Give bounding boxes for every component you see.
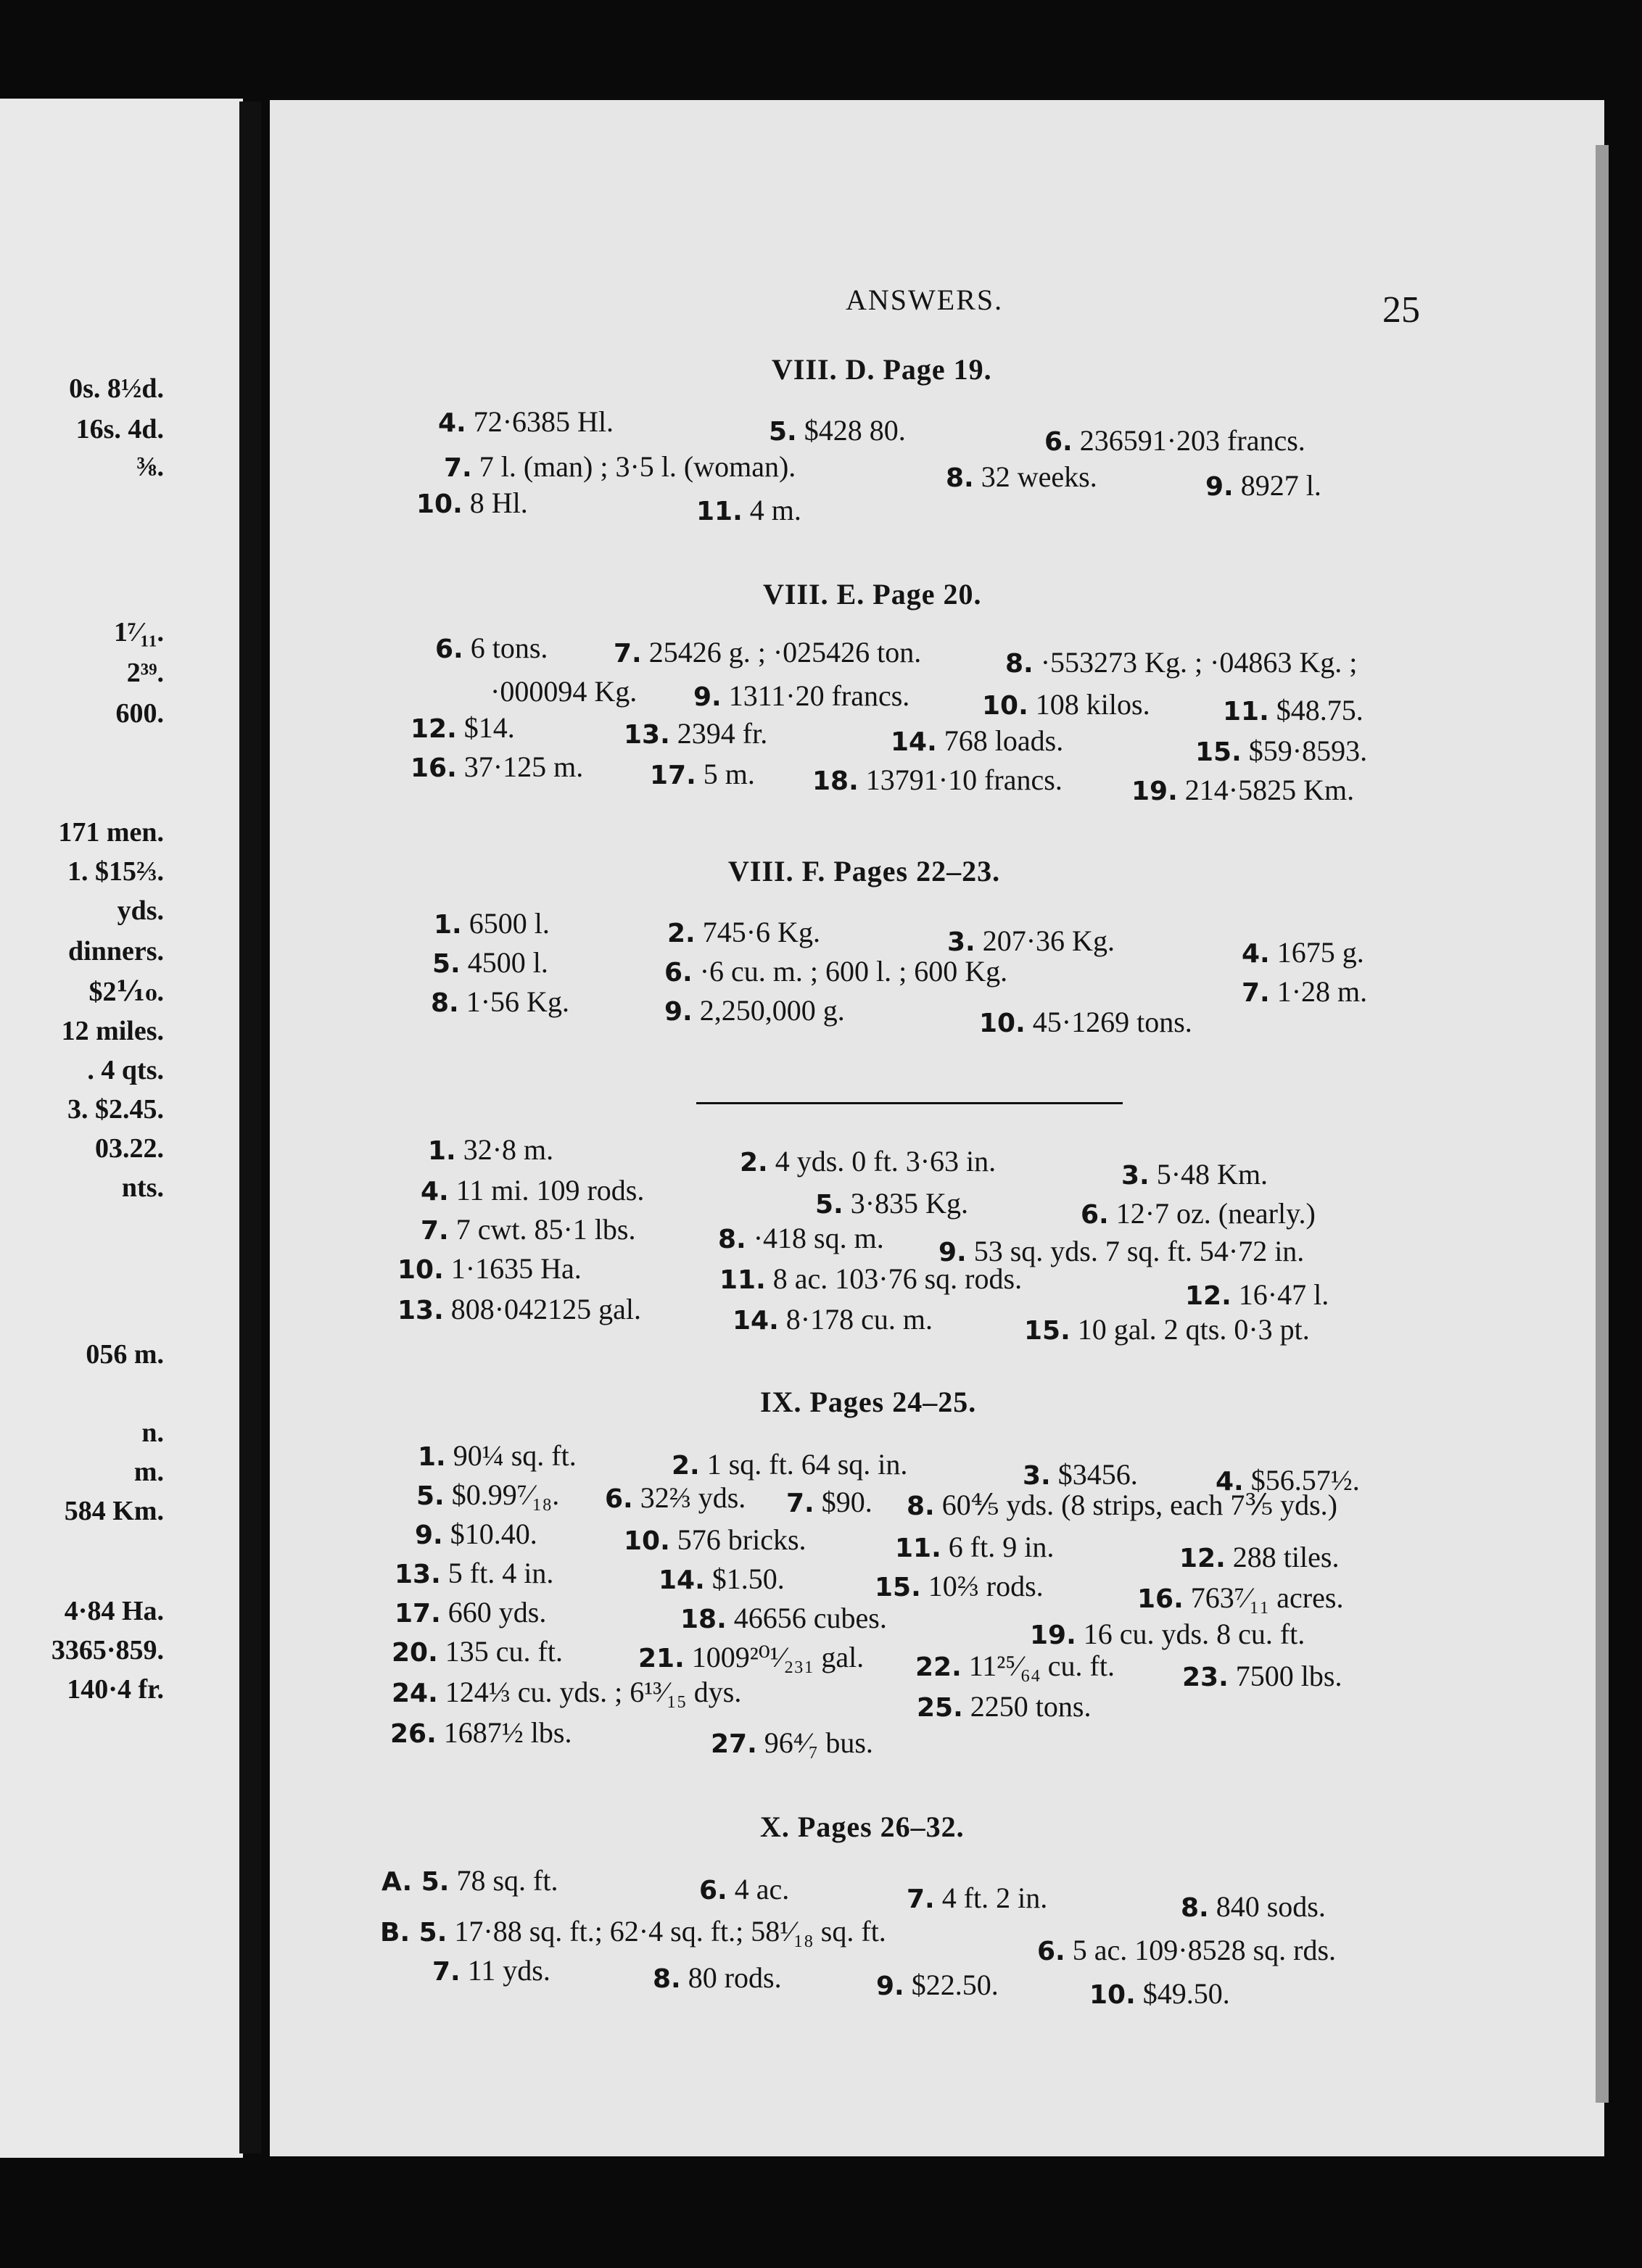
answer-number: 15. [1195, 737, 1242, 767]
left-fragment: 03.22. [95, 1133, 164, 1164]
answer-number: 12. [1185, 1281, 1232, 1311]
answer-number: 17. [395, 1599, 441, 1628]
answer-item [719, 1262, 1022, 1296]
answer-text: 1·28 m. [1276, 975, 1368, 1008]
answer-number: 2. [672, 1451, 700, 1481]
answer-number: 9. [664, 997, 693, 1027]
answer-text: 4 ac. [734, 1873, 790, 1905]
answer-number: 8. [431, 988, 459, 1018]
answer-text: 2,250,000 g. [699, 994, 845, 1027]
answer-text: 1311·20 francs. [728, 679, 910, 712]
answer-item [733, 1302, 933, 1336]
answer-number: 6. [664, 958, 693, 988]
answer-number: 10. [624, 1526, 670, 1556]
answer-item [428, 1133, 553, 1167]
answer-item [410, 711, 515, 745]
answer-number: 23. [1182, 1663, 1229, 1692]
answer-item [1242, 974, 1367, 1009]
answer-number: 7. [1242, 978, 1270, 1008]
answer-number: 20. [392, 1638, 438, 1668]
answer-text: 17·88 sq. ft.; 62·4 sq. ft.; 58¹⁄₁₈ sq. ft. [454, 1915, 886, 1948]
answer-number: 4. [1242, 939, 1270, 969]
left-fragment: 584 Km. [64, 1496, 164, 1526]
running-title: ANSWERS. [846, 284, 1004, 316]
answer-text: 80 rods. [688, 1961, 782, 1994]
answer-item [410, 750, 583, 784]
left-fragment: 12 miles. [61, 1016, 164, 1046]
answer-number: 7. [786, 1489, 814, 1518]
left-fragment: 16s. 4d. [75, 414, 164, 444]
answer-number: 9. [1205, 472, 1234, 502]
answer-item [1131, 773, 1354, 807]
answer-item [444, 450, 796, 484]
left-fragment: ⅜. [136, 452, 164, 482]
answer-item [432, 1953, 550, 1987]
answer-item [624, 716, 767, 750]
answer-number: 10. [979, 1009, 1026, 1038]
answer-number: 18. [812, 766, 859, 796]
answer-number: 1. [428, 1136, 456, 1166]
answer-number: 8. [653, 1964, 681, 1994]
answer-number: 13. [624, 720, 670, 750]
answer-text: 10⅔ rods. [928, 1570, 1044, 1602]
answer-text: 745·6 Kg. [702, 916, 820, 948]
answer-text: 7500 lbs. [1235, 1660, 1342, 1692]
section-heading: VIII. F. Pages 22–23. [728, 855, 1001, 887]
answer-item [1242, 935, 1364, 969]
answer-text: 207·36 Kg. [982, 924, 1115, 957]
answer-item [1121, 1157, 1268, 1191]
answer-number: 17. [650, 761, 696, 790]
answer-text: ·000094 Kg. [490, 675, 638, 708]
answer-text: 1 sq. ft. 64 sq. in. [706, 1448, 908, 1481]
answer-text: 72·6385 Hl. [473, 405, 614, 438]
answer-item [624, 1523, 806, 1557]
answer-item [812, 763, 1063, 797]
answer-item [1223, 693, 1363, 727]
answer-item [659, 1562, 785, 1596]
section-divider [696, 1102, 1123, 1104]
answer-item [395, 1595, 546, 1629]
answer-text: 37·125 m. [463, 750, 584, 783]
answer-text: 78 sq. ft. [456, 1864, 558, 1897]
answer-text: $14. [463, 711, 515, 744]
answer-item [815, 1186, 968, 1220]
answer-text: 13791·10 francs. [865, 763, 1063, 796]
answer-item [672, 1447, 907, 1481]
answer-text: 214·5825 Km. [1184, 774, 1355, 806]
answer-text: 11 yds. [467, 1954, 550, 1987]
left-fragment: 0s. 8½d. [69, 373, 164, 404]
answer-number: 7. [432, 1957, 461, 1987]
answer-number: 6. [1081, 1200, 1109, 1230]
answer-text: 11²⁵⁄₆₄ cu. ft. [968, 1650, 1115, 1682]
answer-number: 10. [397, 1255, 444, 1285]
page-number: 25 [1382, 289, 1420, 331]
answer-text: 840 sods. [1216, 1890, 1326, 1923]
answer-number: 8. [1181, 1893, 1209, 1923]
answer-item [1185, 1278, 1329, 1312]
answer-item [979, 1005, 1192, 1039]
answer-number: 1. [418, 1442, 446, 1472]
answer-number: 5. [815, 1190, 843, 1220]
answer-number: 6. [605, 1484, 633, 1514]
answer-number: 8. [1005, 649, 1034, 679]
answer-number: 8. [907, 1491, 935, 1521]
left-fragment: m. [133, 1457, 164, 1487]
left-fragment: 1. $15⅔. [67, 856, 164, 887]
answer-number: 12. [410, 714, 457, 744]
answer-number: 25. [917, 1693, 963, 1723]
answer-text: 45·1269 tons. [1032, 1006, 1192, 1038]
answer-text: 25426 g. ; ·025426 ton. [648, 636, 922, 669]
answer-number: 9. [876, 1971, 904, 2001]
answer-text: $428 80. [804, 414, 906, 447]
answer-number: 15. [875, 1573, 921, 1602]
answer-text: 90¼ sq. ft. [453, 1439, 577, 1472]
answer-text: 4500 l. [467, 946, 548, 979]
answer-text: 16·47 l. [1238, 1278, 1329, 1311]
answer-number: 4. [421, 1177, 449, 1207]
answer-number: 7. [421, 1216, 449, 1246]
answer-item [786, 1485, 872, 1519]
book-gutter [239, 102, 261, 2153]
answer-text: 6 ft. 9 in. [948, 1531, 1055, 1563]
answer-item [416, 486, 528, 520]
answer-text: 16 cu. yds. 8 cu. ft. [1083, 1618, 1305, 1650]
answer-item [947, 924, 1115, 958]
answer-text: $49.50. [1142, 1977, 1230, 2010]
answer-text: $59·8593. [1248, 734, 1368, 767]
answer-item [415, 1517, 537, 1551]
answer-number: 14. [891, 727, 937, 757]
answer-number: 10. [1089, 1980, 1136, 2010]
answer-number: 18. [680, 1605, 727, 1634]
answer-item [1205, 468, 1321, 502]
left-fragment: dinners. [68, 936, 164, 967]
answer-number: 13. [397, 1296, 444, 1325]
answer-text: 6 tons. [470, 632, 548, 664]
answer-item [381, 1863, 558, 1897]
answer-text: 108 kilos. [1035, 688, 1150, 721]
answer-item [876, 1968, 999, 2002]
answer-item [390, 1716, 572, 1750]
answer-item [1037, 1933, 1336, 1967]
answer-text: 46656 cubes. [733, 1602, 887, 1634]
left-fragment: 4·84 Ha. [64, 1596, 164, 1626]
answer-item [680, 1601, 887, 1635]
answer-text: 763⁷⁄₁₁ acres. [1190, 1581, 1344, 1614]
answer-text: $22.50. [911, 1969, 999, 2001]
answer-item [614, 635, 921, 669]
answer-item [1030, 1617, 1305, 1651]
answer-item [416, 1478, 559, 1512]
answer-text: 2250 tons. [970, 1690, 1092, 1723]
answer-number: A. 5. [381, 1867, 450, 1897]
answer-text: 288 tiles. [1232, 1541, 1340, 1573]
answer-number: 27. [711, 1729, 757, 1759]
section-heading: X. Pages 26–32. [760, 1810, 965, 1843]
answer-item [740, 1144, 996, 1178]
answer-item [718, 1221, 884, 1255]
section-heading: IX. Pages 24–25. [760, 1386, 977, 1418]
answer-item [917, 1689, 1091, 1723]
answer-text: 6500 l. [469, 907, 550, 940]
answer-number: 6. [1037, 1937, 1065, 1966]
answer-text: 1·56 Kg. [466, 985, 569, 1018]
left-fragment: 3365·859. [51, 1635, 164, 1665]
answer-number: 3. [1023, 1461, 1051, 1491]
answer-number: 11. [696, 497, 743, 526]
answer-text: 3·835 Kg. [850, 1187, 968, 1220]
answer-item [392, 1634, 563, 1668]
answer-item [907, 1881, 1047, 1915]
answer-item [605, 1481, 746, 1515]
answer-item [907, 1488, 1337, 1522]
answer-text: 660 yds. [447, 1596, 547, 1628]
answer-item [653, 1961, 782, 1995]
answer-text: ·418 sq. m. [753, 1222, 884, 1254]
answer-number: 15. [1024, 1316, 1070, 1346]
answer-item [638, 1640, 864, 1674]
answer-text: 32⅔ yds. [640, 1481, 746, 1514]
answer-number: 2. [740, 1148, 768, 1178]
answer-text: 96⁴⁄₇ bus. [764, 1726, 873, 1759]
answer-text: ·553273 Kg. ; ·04863 Kg. ; [1040, 646, 1358, 679]
answer-text: 11 mi. 109 rods. [455, 1174, 645, 1207]
answer-text: 8 Hl. [469, 487, 528, 519]
answer-text: 7 cwt. 85·1 lbs. [455, 1213, 636, 1246]
answer-item [875, 1569, 1044, 1603]
answer-item [421, 1212, 636, 1246]
left-fragment: 600. [115, 698, 164, 729]
answer-text: 1687½ lbs. [443, 1716, 572, 1749]
answer-number: 11. [895, 1534, 941, 1563]
answer-text: 32 weeks. [981, 460, 1097, 493]
answer-text: 576 bricks. [677, 1523, 806, 1556]
answer-number: 11. [719, 1265, 766, 1295]
answer-number: 5. [416, 1481, 445, 1511]
answer-text: 8·178 cu. m. [785, 1303, 933, 1336]
answer-number: 6. [1044, 427, 1073, 457]
answer-item [699, 1872, 789, 1906]
answer-text: 5·48 Km. [1156, 1158, 1268, 1191]
section-heading: VIII. E. Page 20. [763, 578, 982, 611]
answer-text: $3456. [1057, 1458, 1138, 1491]
answer-item [1181, 1890, 1326, 1924]
answer-text: 236591·203 francs. [1079, 424, 1305, 457]
answer-number: 4. [1216, 1467, 1244, 1497]
answer-text: 8927 l. [1240, 469, 1321, 502]
left-fragment: . 4 qts. [87, 1055, 164, 1085]
answer-text: 1·1635 Ha. [450, 1252, 582, 1285]
answer-item [1179, 1540, 1339, 1574]
answer-number: 1. [434, 910, 462, 940]
answer-number: 19. [1131, 777, 1178, 806]
answer-item [418, 1439, 577, 1473]
answer-item [1182, 1659, 1342, 1693]
answer-number: 6. [699, 1876, 727, 1905]
answer-item [915, 1649, 1115, 1683]
answer-item [431, 985, 569, 1019]
answer-item [895, 1530, 1054, 1564]
answer-number: 19. [1030, 1621, 1076, 1650]
answer-text: 4 m. [749, 494, 801, 526]
answer-text: 53 sq. yds. 7 sq. ft. 54·72 in. [973, 1235, 1305, 1267]
answer-item [392, 1675, 741, 1709]
answer-text: 7 l. (man) ; 3·5 l. (woman). [479, 450, 796, 483]
answer-number: 9. [415, 1520, 443, 1550]
answer-item [421, 1173, 644, 1207]
answer-item [664, 954, 1007, 988]
answer-number: 10. [416, 489, 463, 519]
answer-number: 14. [659, 1565, 705, 1595]
answer-text: 1675 g. [1276, 936, 1364, 969]
answer-number: 10. [982, 691, 1028, 721]
left-fragment: 171 men. [58, 817, 164, 848]
answer-text: $90. [821, 1486, 872, 1518]
section-heading: VIII. D. Page 19. [772, 353, 992, 386]
answer-number: 6. [435, 634, 463, 664]
answer-text: 32·8 m. [463, 1133, 554, 1166]
left-fragment: yds. [117, 895, 164, 926]
answer-item [438, 405, 614, 439]
answer-number: 16. [410, 753, 457, 783]
answer-number: 4. [438, 408, 466, 438]
answer-number: B. 5. [380, 1918, 447, 1948]
answer-text: 8 ac. 103·76 sq. rods. [772, 1262, 1023, 1295]
left-fragment: 056 m. [86, 1339, 164, 1370]
answer-item [664, 993, 845, 1027]
answer-item [891, 724, 1063, 758]
left-fragment: n. [141, 1418, 164, 1448]
answer-text: 768 loads. [944, 724, 1064, 757]
answer-text: $1.50. [711, 1563, 785, 1595]
answer-text: $56.57½. [1250, 1464, 1360, 1497]
answer-text: 5 m. [703, 758, 755, 790]
answer-number: 21. [638, 1644, 685, 1673]
left-fragment: 140·4 fr. [67, 1674, 164, 1705]
answer-number: 11. [1223, 697, 1269, 727]
answer-item [1024, 1312, 1310, 1346]
answer-item [1044, 423, 1305, 458]
answer-text: 4 yds. 0 ft. 3·63 in. [775, 1145, 997, 1178]
left-fragment: $2⅒. [88, 977, 164, 1007]
answer-number: 12. [1179, 1544, 1226, 1573]
answer-text: 10 gal. 2 qts. 0·3 pt. [1077, 1313, 1310, 1346]
answer-item [490, 674, 637, 708]
answer-text: 60⅘ yds. (8 strips, each 7⅗ yds.) [941, 1489, 1337, 1521]
answer-item [650, 757, 755, 791]
answer-number: 7. [614, 639, 642, 669]
answer-number: 5. [432, 949, 461, 979]
left-fragment: 2³⁹. [126, 658, 164, 688]
answer-text: 5 ac. 109·8528 sq. rds. [1072, 1934, 1337, 1966]
answer-item [432, 945, 548, 980]
page-edge [1596, 145, 1609, 2103]
left-fragment: nts. [121, 1172, 164, 1203]
answer-item [693, 679, 909, 713]
answer-item [946, 460, 1097, 494]
answer-number: 7. [907, 1884, 935, 1914]
answer-number: 7. [444, 453, 472, 483]
answer-text: $10.40. [450, 1518, 537, 1550]
answer-text: 808·042125 gal. [450, 1293, 641, 1325]
answer-number: 3. [1121, 1161, 1150, 1191]
answer-number: 9. [938, 1238, 967, 1267]
answer-item [435, 631, 548, 665]
answer-item [1005, 645, 1357, 679]
answer-text: 124⅓ cu. yds. ; 6¹³⁄₁₅ dys. [445, 1676, 742, 1708]
answer-number: 9. [693, 682, 722, 712]
answer-number: 13. [395, 1560, 441, 1589]
answer-item [1023, 1457, 1138, 1491]
answer-item [1089, 1977, 1230, 2011]
answer-text: ·6 cu. m. ; 600 l. ; 600 Kg. [699, 955, 1008, 988]
answer-item [711, 1726, 873, 1760]
left-page [0, 99, 243, 2158]
answer-text: 1009²⁰¹⁄₂₃₁ gal. [691, 1641, 865, 1673]
answer-number: 5. [769, 417, 797, 447]
answer-item [395, 1556, 553, 1590]
answer-text: 5 ft. 4 in. [447, 1557, 554, 1589]
left-fragment: 3. $2.45. [67, 1094, 164, 1125]
answer-number: 26. [390, 1719, 437, 1749]
answer-text: 135 cu. ft. [445, 1635, 563, 1668]
answer-number: 8. [946, 463, 974, 493]
answer-item [1195, 734, 1367, 768]
answer-item [696, 493, 801, 527]
answer-text: 12·7 oz. (nearly.) [1115, 1197, 1316, 1230]
answer-number: 24. [392, 1679, 438, 1708]
answer-item [667, 915, 820, 949]
answer-item [1137, 1581, 1343, 1615]
answer-number: 2. [667, 919, 696, 948]
answer-item [397, 1251, 582, 1286]
answer-text: 2394 fr. [677, 717, 768, 750]
answer-number: 16. [1137, 1584, 1184, 1614]
answer-item [1081, 1196, 1316, 1230]
answer-item [769, 413, 906, 447]
answer-number: 3. [947, 927, 975, 957]
answer-item [982, 687, 1150, 721]
answer-number: 14. [733, 1306, 779, 1336]
answer-text: 4 ft. 2 in. [941, 1882, 1048, 1914]
answer-text: $0.99⁷⁄₁₈. [451, 1478, 560, 1511]
answer-item [397, 1292, 641, 1326]
answer-item [380, 1914, 886, 1948]
answer-number: 22. [915, 1652, 962, 1682]
answer-item [434, 906, 550, 940]
answer-number: 8. [718, 1225, 746, 1254]
answer-text: $48.75. [1276, 694, 1363, 727]
left-fragment: 1⁷⁄₁₁. [113, 617, 164, 647]
